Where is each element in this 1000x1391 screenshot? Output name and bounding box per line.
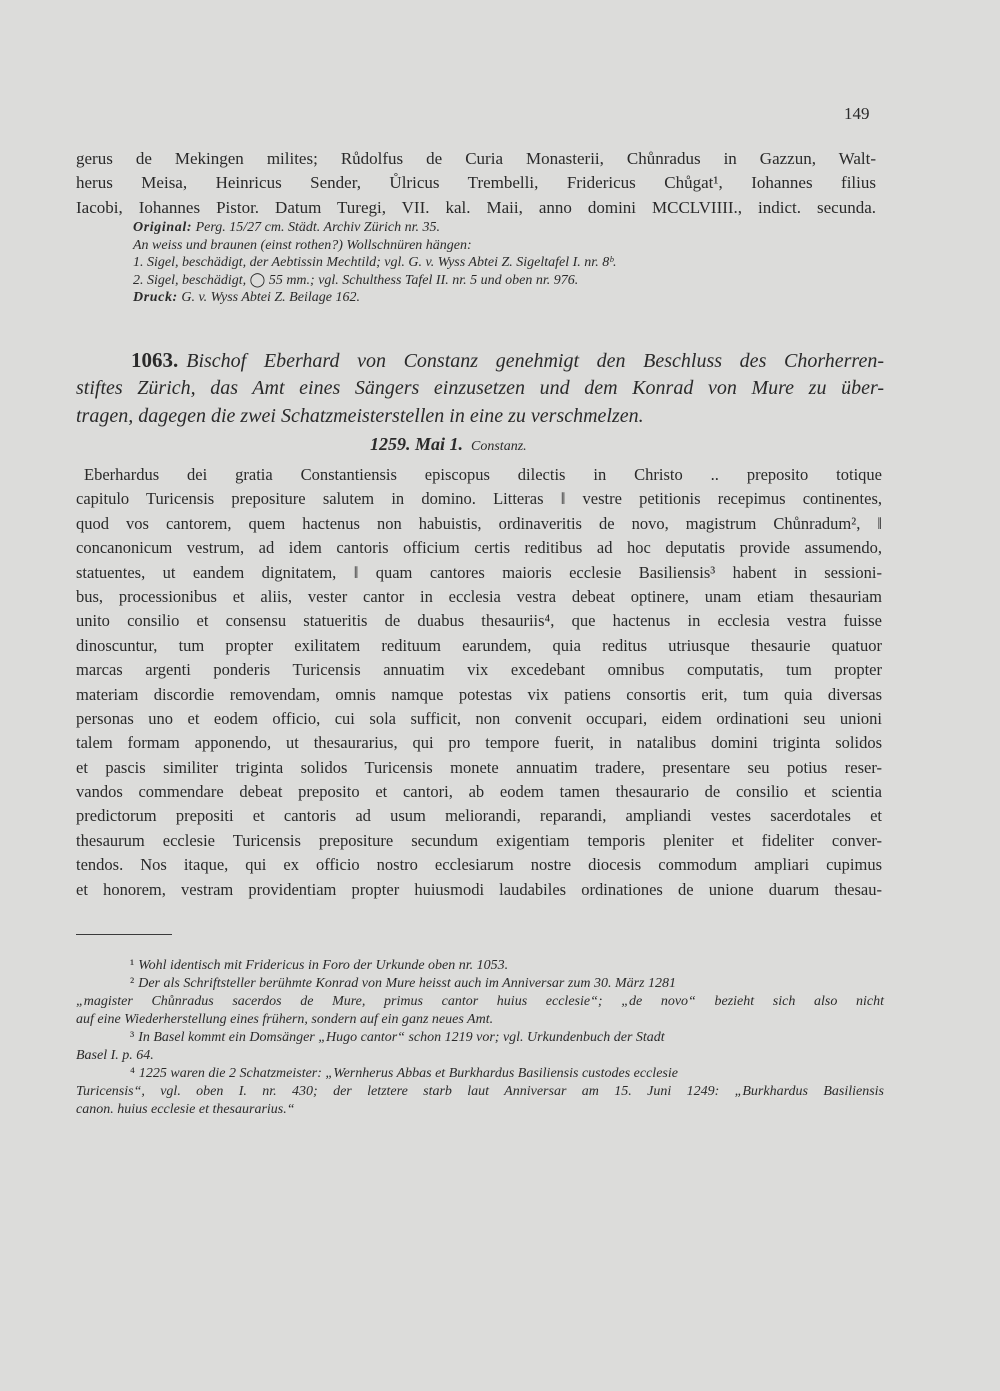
text-line: predictorum prepositi et cantoris ad usum meliorandi, reparandi, ampliandi vestes sacerdotales et — [76, 806, 882, 826]
text-line: materiam discordie removendam, omnis namque potestas vix patiens consortis erit, tum quia diversas — [76, 684, 882, 704]
footnote-marker: ⁴ — [130, 1066, 135, 1081]
text-line: unito consilio et consensu statueritis de duabus thesauriis⁴, que hactenus in ecclesia vestra fuisse — [76, 611, 882, 631]
footnote-line: Basel I. p. 64. — [76, 1048, 154, 1063]
seal-1: 1. Sigel, beschädigt, der Aebtissin Mechtild; vgl. G. v. Wyss Abtei Z. Sigeltafel I. nr. 8ᵇ. — [133, 255, 617, 270]
text-line: Eberhardus dei gratia Constantiensis episcopus dilectis in Christo .. preposito totique — [84, 465, 882, 484]
footnote-text: 1225 waren die 2 Schatzmeister: „Wernherus Abbas et Burkhardus Basiliensis custodes ecclesie — [138, 1066, 678, 1081]
footnote-line: Turicensis“, vgl. oben I. nr. 430; der letztere starb laut Anniversar am 15. Juni 1249: „Burkhardus Basiliensis — [76, 1084, 884, 1099]
heading-text: Bischof Eberhard von Constanz genehmigt den Beschluss des Chorherren- — [186, 350, 884, 372]
druck-note — [133, 289, 893, 307]
footnote-1 — [76, 957, 884, 975]
footnote-text: Der als Schriftsteller berühmte Konrad von Mure heisst auch im Anniversar zum 30. März 1281 — [138, 976, 676, 991]
footnote-4 — [76, 1065, 884, 1083]
document-place: Constanz. — [471, 439, 527, 454]
seal-intro: An weiss und braunen (einst rothen?) Wollschnüren hängen: — [133, 237, 472, 253]
heading-line — [76, 346, 884, 374]
footnote-2 — [76, 975, 884, 993]
footnote-line: „magister Chůnradus sacerdos de Mure, primus cantor huius ecclesie“; „de novo“ bezieht sich also nicht — [76, 994, 884, 1009]
text-line: gerus de Mekingen milites; Růdolfus de Curia Monasterii, Chůnradus in Gazzun, Walt- — [76, 149, 876, 168]
text-line: et pascis similiter triginta solidos Turicensis monete annuatim tradere, presentare seu potius reser- — [76, 757, 882, 777]
footnote-marker: ¹ — [130, 958, 135, 973]
footnotes — [76, 957, 884, 1119]
footnote-3 — [76, 1029, 884, 1047]
text-line: thesaurum ecclesie Turicensis prepositure secundum exigentiam temporis pleniter et fideliter conver- — [76, 830, 882, 850]
text-line: talem formam apponendo, ut thesaurarius, qui pro tempore fuerit, in natalibus domini triginta solidos — [76, 733, 882, 753]
text-line: quod vos cantorem, quem hactenus non habuistis, ordinaveritis de novo, magistrum Chůnradum², ‖ — [76, 513, 882, 533]
text-line: et honorem, vestram providentiam propter huiusmodi laudabiles ordinationes de unione duarum thesau- — [76, 879, 882, 899]
heading-line: tragen, dagegen die zwei Schatzmeisterstellen in eine zu verschmelzen. — [76, 405, 644, 427]
charter-text — [76, 463, 882, 902]
original-note — [133, 219, 893, 237]
text-line: statuentes, ut eandem dignitatem, ‖ quam cantores maioris ecclesie Basiliensis³ habent in sessioni- — [76, 562, 882, 582]
text-line: personas uno et eodem officio, cui sola sufficit, non convenit occupari, eidem ordinationi seu unioni — [76, 708, 882, 728]
text-line: Iacobi, Iohannes Pistor. Datum Turegi, VII. kal. Maii, anno domini MCCLVIIII., indict. secunda. — [76, 197, 876, 217]
text-line: dinoscuntur, tum propter exilitatem redituum earundem, quia reditus utriusque thesaurie quatuor — [76, 635, 882, 655]
footnote-text: Wohl identisch mit Fridericus in Foro der Urkunde oben nr. 1053. — [138, 958, 509, 973]
original-label: Original: — [133, 220, 193, 235]
druck-text: G. v. Wyss Abtei Z. Beilage 162. — [181, 290, 360, 305]
footnote-line: canon. huius ecclesie et thesaurarius.“ — [76, 1102, 295, 1117]
footnote-divider — [76, 934, 172, 935]
text-line: bus, processionibus et aliis, vester cantor in ecclesia vestra debeat optinere, unam etiam thesauriam — [76, 586, 882, 606]
footnote-line: auf eine Wiederherstellung eines frühern, sondern auf ein ganz neues Amt. — [76, 1012, 494, 1027]
heading-line: stiftes Zürich, das Amt eines Sängers einzusetzen und dem Konrad von Mure zu über- — [76, 377, 884, 399]
document-number: 1063. — [131, 348, 179, 372]
continued-witness-list — [76, 147, 876, 220]
document-date: 1259. Mai 1. — [370, 434, 464, 454]
text-line: vandos commendare debeat preposito et cantori, ab eodem tamen thesaurario de consilio et scientia — [76, 782, 882, 802]
page-number: 149 — [844, 104, 870, 123]
dateline — [370, 434, 527, 455]
original-text: Perg. 15/27 cm. Städt. Archiv Zürich nr. 35. — [195, 220, 441, 235]
text-line: capitulo Turicensis prepositure salutem in domino. Litteras ‖ vestre petitionis recepimus continentes, — [76, 489, 882, 509]
footnote-marker: ² — [130, 976, 135, 991]
text-line: tendos. Nos itaque, qui ex officio nostro ecclesiarum nostre diocesis commodum ampliari cupimus — [76, 855, 882, 875]
text-line: marcas argenti ponderis Turicensis annuatim vix excedebant omnibus computatis, tum propter — [76, 660, 882, 680]
text-line: herus Meisa, Heinricus Sender, Ůlricus Trembelli, Fridericus Chůgat¹, Iohannes filius — [76, 173, 876, 193]
footnote-text: In Basel kommt ein Domsänger „Hugo cantor“ schon 1219 vor; vgl. Urkundenbuch der Stadt — [138, 1030, 665, 1045]
footnote-marker: ³ — [130, 1030, 135, 1045]
document-heading — [76, 346, 884, 430]
text-line: concanonicum vestrum, ad idem cantoris officium certis reditibus ad hoc deputatis provide assumendo, — [76, 538, 882, 558]
druck-label: Druck: — [133, 290, 178, 305]
archival-notes — [133, 219, 893, 307]
seal-2: 2. Sigel, beschädigt, ◯ 55 mm.; vgl. Schulthess Tafel II. nr. 5 und oben nr. 976. — [133, 272, 579, 288]
